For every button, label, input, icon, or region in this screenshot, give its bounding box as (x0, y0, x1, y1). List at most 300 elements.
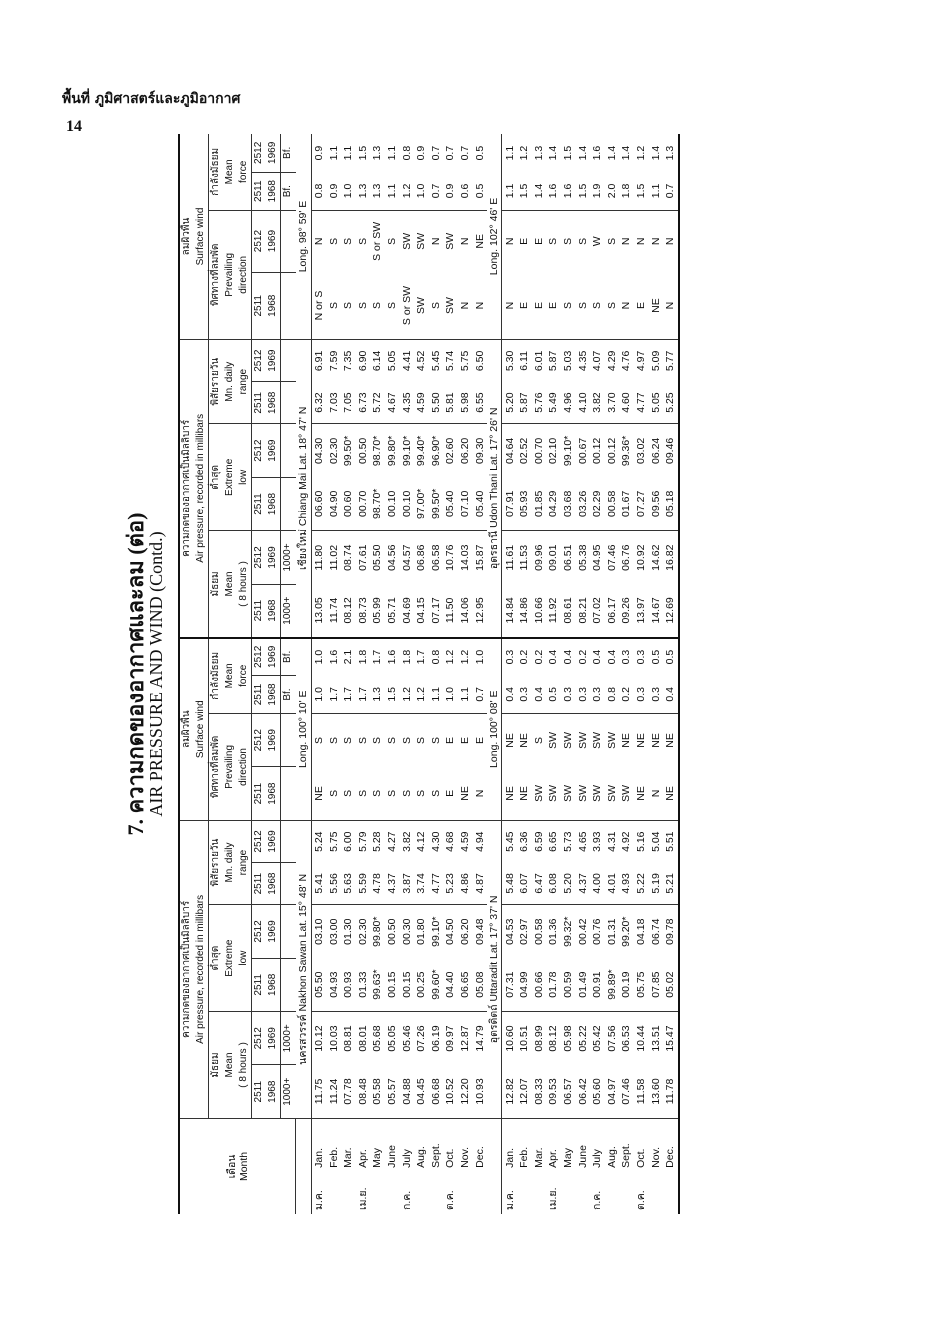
data-cell: 00.19 (619, 958, 634, 1011)
data-cell: 03.68 (561, 477, 576, 530)
data-cell: SW (591, 732, 604, 749)
data-cell: 05.05 (385, 1025, 398, 1052)
month-thai (517, 1172, 532, 1214)
unit-label: Bf. (281, 676, 296, 714)
table-title-english: AIR PRESSURE AND WIND (Contd.) (146, 531, 166, 817)
data-cell: 0.7 (472, 676, 487, 714)
data-cell: 4.31 (605, 831, 618, 852)
data-cell: 11.53 (518, 544, 531, 571)
data-cell: 05.40 (472, 477, 487, 530)
data-cell: 02.60 (444, 437, 457, 465)
data-cell: 09.26 (619, 584, 634, 637)
data-cell: 1.1 (385, 145, 398, 161)
data-cell: 1.1 (503, 145, 516, 161)
data-cell: 06.17 (605, 584, 620, 637)
data-cell: 1.2 (414, 676, 429, 714)
pressure-wind-table (178, 134, 680, 1214)
data-cell: 0.4 (502, 676, 517, 714)
data-cell: 99.80* (385, 435, 398, 467)
data-cell: 05.50 (311, 958, 326, 1011)
data-cell: E (634, 272, 649, 339)
data-cell: 04.40 (443, 958, 458, 1011)
data-cell: 0.9 (443, 172, 458, 210)
data-cell: 5.05 (648, 382, 663, 424)
data-cell: 1.8 (619, 172, 634, 210)
data-cell: 07.17 (428, 584, 443, 637)
month-name: Apr. (356, 1149, 369, 1168)
data-cell: 01.33 (355, 958, 370, 1011)
data-cell: 7.59 (327, 350, 340, 372)
data-cell: 4.93 (619, 863, 634, 905)
month-name: Mar. (342, 1147, 355, 1168)
data-cell: 00.12 (591, 437, 604, 465)
data-cell: 04.69 (399, 584, 414, 637)
month-name: June (385, 1145, 398, 1168)
station-longitude: Long. 102° 46' E (487, 134, 502, 340)
daily-range-header: พิสัยรายวัน Mn. daily range (209, 820, 252, 904)
unit-label (281, 210, 296, 272)
data-cell: 04.93 (326, 958, 341, 1011)
data-cell: 12.82 (502, 1065, 517, 1118)
data-cell: 1.4 (576, 145, 589, 161)
prevailing-header: ทิศทางที่ลมพัด Prevailing direction (209, 210, 252, 339)
data-cell: 99.63* (370, 958, 385, 1011)
data-cell: 99.40* (415, 435, 428, 467)
data-cell: 08.48 (355, 1065, 370, 1118)
data-cell: 1.3 (355, 172, 370, 210)
data-cell: S (429, 736, 442, 744)
unit-label (281, 820, 296, 862)
data-cell: 5.41 (311, 863, 326, 905)
table-row (634, 134, 649, 1214)
data-cell: N (663, 272, 679, 339)
month-thai (561, 1172, 576, 1214)
data-cell: 00.12 (605, 437, 618, 465)
data-cell: 02.29 (590, 477, 605, 530)
data-cell: 2.0 (605, 172, 620, 210)
data-cell: 1.8 (400, 649, 413, 665)
data-cell: S (414, 767, 429, 820)
data-cell: 5.75 (458, 350, 471, 372)
data-cell: SW (576, 732, 589, 749)
data-cell: 07.61 (356, 544, 369, 571)
data-cell: 00.70 (355, 477, 370, 530)
data-cell: 00.59 (561, 958, 576, 1011)
data-cell: 0.3 (517, 676, 532, 714)
data-cell: 99.50* (342, 435, 355, 467)
data-cell: 5.21 (663, 863, 679, 905)
data-cell: 08.99 (532, 1025, 545, 1052)
data-cell: S (356, 237, 369, 245)
month-thai: ก.ค. (591, 1190, 604, 1210)
table-row (326, 134, 341, 1214)
data-cell: 1.4 (649, 145, 662, 161)
unit-label (281, 382, 296, 424)
force-header: กำลังมัธยม Mean force (209, 638, 252, 714)
data-cell: 1.6 (561, 172, 576, 210)
data-cell: 4.35 (576, 350, 589, 372)
data-cell: 07.46 (605, 544, 618, 571)
data-cell: 5.03 (562, 350, 575, 372)
month-name: Nov. (649, 1147, 662, 1168)
data-cell: 0.5 (546, 676, 561, 714)
data-cell: 1.6 (385, 649, 398, 665)
data-cell: 10.52 (443, 1065, 458, 1118)
table-row (311, 134, 326, 1214)
data-cell: 5.25 (663, 382, 679, 424)
month-thai (532, 1172, 547, 1214)
data-cell: 04.15 (414, 584, 429, 637)
data-cell: N (312, 237, 325, 246)
data-cell: 06.42 (575, 1065, 590, 1118)
table-row (590, 134, 605, 1214)
data-cell: 03.00 (327, 918, 340, 945)
data-cell: 05.46 (400, 1025, 413, 1052)
month-name: Jan. (503, 1147, 516, 1168)
data-cell: SW (443, 272, 458, 339)
data-cell: 6.14 (371, 350, 384, 372)
data-cell: 4.37 (385, 863, 400, 905)
month-thai (326, 1172, 341, 1214)
data-cell: S (370, 272, 385, 339)
data-cell: E (458, 736, 471, 744)
data-cell: 12.07 (517, 1065, 532, 1118)
data-cell: SW (605, 732, 618, 749)
data-cell: 5.49 (546, 382, 561, 424)
data-cell: 01.85 (532, 477, 547, 530)
data-cell: 4.59 (414, 382, 429, 424)
data-cell: 08.12 (341, 584, 356, 637)
station-longitude: Long. 98° 59' E (296, 134, 312, 340)
data-cell: NE (458, 767, 473, 820)
data-cell: S (547, 237, 560, 245)
data-cell: 05.42 (591, 1025, 604, 1052)
month-name: June (576, 1145, 589, 1168)
data-cell: 5.77 (663, 340, 679, 382)
data-cell: 09.96 (532, 544, 545, 571)
data-cell: 06.53 (620, 1025, 633, 1052)
data-cell: 0.7 (458, 145, 471, 161)
data-cell: N (663, 210, 679, 272)
data-cell: 0.2 (518, 649, 531, 665)
data-cell: 1.4 (532, 172, 547, 210)
month-thai (575, 1172, 590, 1214)
month-name: Apr. (547, 1149, 560, 1168)
data-cell: 04.29 (546, 477, 561, 530)
data-cell: 11.80 (312, 544, 325, 571)
year-header: 2512 1969 (252, 424, 281, 477)
data-cell: 06.51 (562, 544, 575, 571)
data-cell: 4.30 (429, 831, 442, 852)
data-cell: 00.70 (532, 437, 545, 465)
data-cell: 13.60 (648, 1065, 663, 1118)
data-cell: N (619, 272, 634, 339)
data-cell: 5.74 (444, 350, 457, 372)
data-cell: 4.77 (428, 863, 443, 905)
data-cell: 04.99 (517, 958, 532, 1011)
data-cell: 1.1 (342, 145, 355, 161)
data-cell: 98.70* (371, 435, 384, 467)
month-name: Dec. (663, 1118, 679, 1171)
data-cell: 4.52 (415, 350, 428, 372)
data-cell: 99.60* (428, 958, 443, 1011)
table-row (605, 134, 620, 1214)
year-header: 2511 1968 (252, 172, 281, 210)
data-cell: 06.86 (415, 544, 428, 571)
rotated-table-page (118, 134, 918, 1214)
data-cell: 4.92 (620, 831, 633, 852)
month-thai: ม.ค. (503, 1190, 516, 1210)
data-cell: 0.3 (635, 649, 648, 665)
data-cell: 96.90* (429, 435, 442, 467)
month-thai: ต.ค. (444, 1190, 457, 1210)
year-header: 2512 1969 (252, 134, 281, 172)
data-cell: 14.06 (458, 584, 473, 637)
unit-label (281, 477, 296, 530)
data-cell: S (342, 736, 355, 744)
data-cell: 6.36 (518, 831, 531, 852)
month-name: Mar. (532, 1147, 545, 1168)
data-cell: 4.77 (634, 382, 649, 424)
data-cell: 0.5 (473, 145, 486, 161)
data-cell: 10.93 (472, 1065, 487, 1118)
month-thai (472, 1172, 487, 1214)
surface-wind-header-right: ลมผิวพื้น Surface wind (179, 134, 209, 340)
table-row (341, 134, 356, 1214)
data-cell: S (399, 767, 414, 820)
data-cell: 1.5 (517, 172, 532, 210)
year-header: 2512 1969 (252, 820, 281, 862)
data-cell: 06.19 (429, 1025, 442, 1052)
data-cell: 06.76 (620, 544, 633, 571)
data-cell: 05.38 (576, 544, 589, 571)
data-cell: 0.3 (503, 649, 516, 665)
data-cell: 99.50* (428, 477, 443, 530)
data-cell: E (532, 272, 547, 339)
data-cell: 0.3 (648, 676, 663, 714)
month-name: May (562, 1147, 575, 1168)
data-cell: 00.15 (385, 958, 400, 1011)
month-thai (341, 1172, 356, 1214)
data-cell: 99.20* (620, 916, 633, 947)
data-cell: 5.05 (385, 350, 398, 372)
data-cell: S (385, 237, 398, 245)
data-cell: 02.30 (356, 918, 369, 945)
data-cell: 3.70 (605, 382, 620, 424)
data-cell: 5.87 (547, 350, 560, 372)
month-name: Nov. (458, 1147, 471, 1168)
month-name: Sept. (429, 1143, 442, 1168)
table-row (532, 134, 547, 1214)
data-cell: SW (546, 767, 561, 820)
table-row (648, 134, 663, 1214)
data-cell: N (502, 272, 517, 339)
data-cell: NE (634, 767, 649, 820)
data-cell: 4.86 (458, 863, 473, 905)
data-cell: 1.4 (547, 145, 560, 161)
data-cell: N (620, 237, 633, 246)
data-cell: S (371, 736, 384, 744)
data-cell: 07.10 (458, 477, 473, 530)
data-cell: 6.47 (532, 863, 547, 905)
data-cell: 97.00* (414, 477, 429, 530)
data-cell: 3.82 (590, 382, 605, 424)
data-cell: 0.8 (605, 676, 620, 714)
data-cell: 07.27 (634, 477, 649, 530)
prevailing-header: ทิศทางที่ลมพัด Prevailing direction (209, 714, 252, 821)
data-cell: 1.0 (473, 649, 486, 665)
data-cell: 4.76 (620, 350, 633, 372)
data-cell: 4.27 (385, 831, 398, 852)
month-name: Feb. (327, 1146, 340, 1168)
data-cell: SW (414, 272, 429, 339)
data-cell: 0.3 (634, 676, 649, 714)
year-header: 2511 1968 (252, 958, 281, 1011)
year-header: 2511 1968 (252, 676, 281, 714)
data-cell: 5.81 (443, 382, 458, 424)
data-cell: 5.98 (458, 382, 473, 424)
data-cell: 6.01 (532, 350, 545, 372)
data-cell: 1.0 (312, 649, 325, 665)
year-header: 2512 1969 (252, 340, 281, 382)
data-cell: 05.75 (634, 958, 649, 1011)
data-cell: 0.7 (444, 145, 457, 161)
data-cell: E (517, 272, 532, 339)
data-cell: 2.1 (342, 649, 355, 665)
data-cell: 1.4 (620, 145, 633, 161)
data-cell: S (341, 272, 356, 339)
data-cell: 5.30 (503, 350, 516, 372)
daily-range-header: พิสัยรายวัน Mn. daily range (209, 340, 252, 424)
data-cell: S (385, 736, 398, 744)
data-cell: 04.88 (399, 1065, 414, 1118)
data-cell: 08.73 (355, 584, 370, 637)
month-thai (428, 1172, 443, 1214)
data-cell: 10.03 (327, 1025, 340, 1052)
data-cell: 10.44 (635, 1025, 648, 1052)
data-cell: 07.46 (619, 1065, 634, 1118)
data-cell: 6.08 (546, 863, 561, 905)
data-cell: 05.22 (576, 1025, 589, 1052)
data-cell: 05.40 (443, 477, 458, 530)
data-cell: 14.86 (517, 584, 532, 637)
data-cell: 5.45 (429, 350, 442, 372)
data-cell: 1.5 (575, 172, 590, 210)
table-row (546, 134, 561, 1214)
unit-label (281, 958, 296, 1011)
data-cell: 02.10 (547, 437, 560, 465)
data-cell: 99.80* (371, 916, 384, 947)
data-cell: SW (547, 732, 560, 749)
data-cell: 04.18 (635, 918, 648, 945)
data-cell: 07.31 (502, 958, 517, 1011)
data-cell: 15.47 (663, 1012, 679, 1065)
data-cell: 1.5 (385, 676, 400, 714)
data-cell: 00.25 (414, 958, 429, 1011)
unit-label: Bf. (281, 638, 296, 676)
data-cell: 03.02 (635, 437, 648, 465)
data-cell: 1.1 (428, 676, 443, 714)
data-cell: 06.20 (458, 437, 471, 465)
table-row (575, 134, 590, 1214)
data-cell: S (327, 237, 340, 245)
data-cell: 05.02 (663, 958, 679, 1011)
data-cell: 5.59 (355, 863, 370, 905)
data-cell: 1.7 (415, 649, 428, 665)
data-cell: 0.3 (575, 676, 590, 714)
unit-label: 1000+ (281, 584, 296, 637)
unit-label (281, 767, 296, 820)
data-cell: 01.49 (575, 958, 590, 1011)
data-cell: 99.36* (620, 435, 633, 467)
unit-label (281, 863, 296, 905)
data-cell: 10.12 (312, 1025, 325, 1052)
data-cell: 4.12 (415, 831, 428, 852)
data-cell: 0.2 (532, 649, 545, 665)
month-thai (385, 1172, 400, 1214)
data-cell: 0.3 (561, 676, 576, 714)
data-cell: 0.5 (663, 638, 679, 676)
data-cell: 4.65 (576, 831, 589, 852)
data-cell: 00.58 (605, 477, 620, 530)
data-cell: 5.72 (370, 382, 385, 424)
data-cell: 0.8 (311, 172, 326, 210)
data-cell: 0.3 (620, 649, 633, 665)
month-thai (648, 1172, 663, 1214)
data-cell: S (415, 736, 428, 744)
data-cell: 14.03 (458, 544, 471, 571)
data-cell: 02.30 (327, 437, 340, 465)
data-cell: 04.30 (312, 437, 325, 465)
unit-label (281, 424, 296, 477)
unit-label: Bf. (281, 172, 296, 210)
data-cell: 07.78 (341, 1065, 356, 1118)
data-cell: 5.75 (327, 831, 340, 852)
data-cell: 4.37 (575, 863, 590, 905)
data-cell: NE (517, 767, 532, 820)
data-cell: 08.61 (561, 584, 576, 637)
data-cell: 09.30 (473, 437, 486, 465)
data-cell: 0.2 (576, 649, 589, 665)
year-header: 2511 1968 (252, 272, 281, 339)
data-cell: S (342, 237, 355, 245)
data-cell: 5.22 (634, 863, 649, 905)
data-cell: 14.84 (502, 584, 517, 637)
data-cell: 1.6 (546, 172, 561, 210)
data-cell: 06.60 (311, 477, 326, 530)
data-cell: 0.9 (312, 145, 325, 161)
month-name: May (371, 1147, 384, 1168)
table-row (502, 134, 517, 1214)
data-cell: 04.95 (591, 544, 604, 571)
table-row (385, 134, 400, 1214)
data-cell: 03.26 (575, 477, 590, 530)
data-cell: 1.1 (648, 172, 663, 210)
data-cell: 0.2 (619, 676, 634, 714)
mean-header: มัธยม Mean ( 8 hours ) (209, 531, 252, 638)
month-thai: เม.ย. (356, 1187, 369, 1210)
data-cell: 4.68 (444, 831, 457, 852)
data-cell: 5.50 (428, 382, 443, 424)
data-cell: 5.28 (371, 831, 384, 852)
data-cell: 1.7 (371, 649, 384, 665)
data-cell: 06.68 (428, 1065, 443, 1118)
year-header: 2512 1969 (252, 1012, 281, 1065)
data-cell: 4.41 (400, 350, 413, 372)
data-cell: 00.58 (532, 918, 545, 945)
data-cell: 5.48 (502, 863, 517, 905)
data-cell: 99.32* (562, 916, 575, 947)
